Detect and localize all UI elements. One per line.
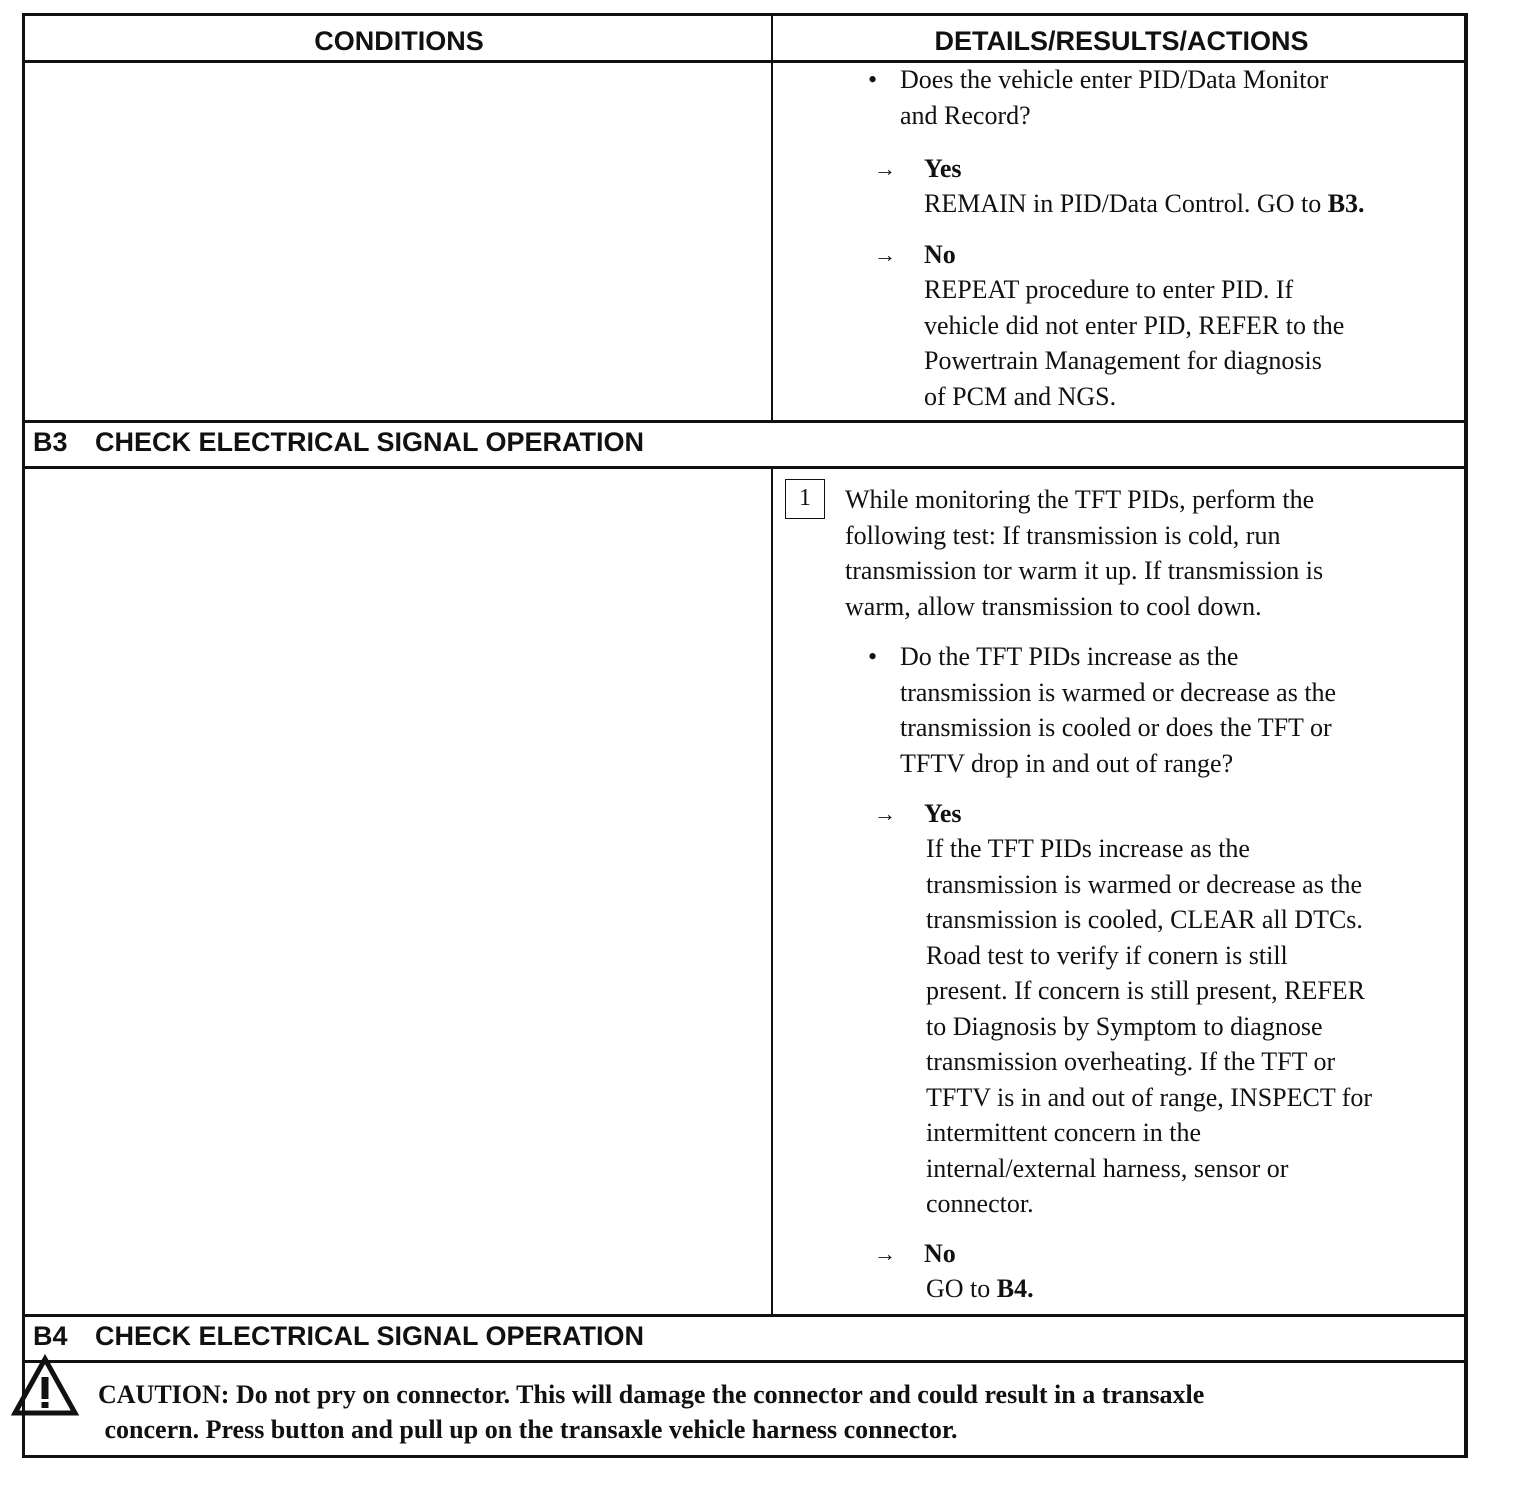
text-line: Does the vehicle enter PID/Data Monitor: [900, 65, 1329, 94]
text-line: vehicle did not enter PID, REFER to the: [924, 310, 1345, 340]
section-title: CHECK ELECTRICAL SIGNAL OPERATION: [95, 427, 645, 457]
text-line: transmission is warmed or decrease as the: [926, 869, 1363, 899]
warning-triangle-icon: [10, 1353, 80, 1419]
text-line: Powertrain Management for diagnosis: [924, 346, 1322, 375]
text-line: following test: If transmission is cold, run: [845, 520, 1281, 550]
text-line: GO to: [926, 1274, 997, 1303]
b3-step-text: [845, 482, 1323, 624]
caution-text: [98, 1377, 1204, 1447]
step-number-box: 1: [785, 479, 825, 519]
bullet: •: [868, 65, 878, 94]
text-line: intermittent concern in the: [926, 1118, 1202, 1147]
bullet: •: [868, 642, 878, 671]
text-line: present. If concern is still present, REFER: [926, 976, 1366, 1005]
text-line: TFTV drop in and out of range?: [900, 748, 1234, 778]
goto-link: B4.: [996, 1274, 1034, 1303]
section-id: B3: [33, 427, 68, 457]
b3-yes-text: [926, 831, 1372, 1222]
text-line: transmission overheating. If the TFT or: [926, 1047, 1336, 1076]
text-line: CAUTION: Do not pry on connector. This will damage the connector and could result in a transaxle: [98, 1380, 1205, 1409]
column-divider: [771, 468, 773, 1316]
text-line: to Diagnosis by Symptom to diagnose: [926, 1011, 1323, 1041]
yes-label: Yes: [924, 154, 962, 183]
text-line: warm, allow transmission to cool down.: [845, 591, 1262, 621]
text-line: of PCM and NGS.: [924, 381, 1117, 411]
b2-yes-text: [924, 186, 1365, 222]
arrow-icon: →: [874, 801, 896, 826]
divider: [25, 1360, 1464, 1363]
text-line: and Record?: [900, 100, 1031, 130]
text-line: internal/external harness, sensor or: [926, 1153, 1289, 1183]
text-line: Do the TFT PIDs increase as the: [900, 642, 1239, 671]
no-label: No: [924, 240, 956, 269]
no-label: No: [924, 1239, 956, 1268]
conditions-header: CONDITIONS: [314, 26, 484, 56]
section-heading-b3: [33, 422, 644, 462]
text-line: concern. Press button and pull up on the transaxle vehicle harness connector.: [98, 1415, 958, 1444]
text-line: TFTV is in and out of range, INSPECT for: [926, 1082, 1373, 1112]
text-line: transmission tor warm it up. If transmission is: [845, 556, 1324, 585]
text-line: If the TFT PIDs increase as the: [926, 834, 1250, 863]
b2-question: [900, 62, 1328, 133]
text-line: REPEAT procedure to enter PID. If: [924, 275, 1294, 304]
arrow-icon: →: [874, 242, 896, 267]
text-line: transmission is cooled or does the TFT or: [900, 713, 1332, 742]
text-line: transmission is warmed or decrease as the: [900, 677, 1337, 707]
text-line: REMAIN in PID/Data Control. GO to: [924, 189, 1328, 218]
text-line: transmission is cooled, CLEAR all DTCs.: [926, 905, 1363, 934]
text-line: Road test to verify if conern is still: [926, 940, 1288, 970]
arrow-icon: →: [874, 156, 896, 181]
divider: [25, 466, 1464, 469]
details-header: DETAILS/RESULTS/ACTIONS: [934, 26, 1309, 56]
arrow-icon: →: [874, 1241, 896, 1266]
b3-question: [900, 639, 1336, 781]
section-title: CHECK ELECTRICAL SIGNAL OPERATION: [95, 1321, 645, 1351]
column-divider: [771, 16, 773, 422]
goto-link: B3.: [1327, 189, 1365, 218]
text-line: While monitoring the TFT PIDs, perform the: [845, 485, 1315, 514]
section-id: B4: [33, 1321, 68, 1351]
text-line: connector.: [926, 1189, 1034, 1218]
b2-no-text: [924, 272, 1344, 414]
yes-label: Yes: [924, 799, 962, 828]
b3-no-text: [926, 1271, 1034, 1307]
section-heading-b4: [33, 1316, 644, 1356]
